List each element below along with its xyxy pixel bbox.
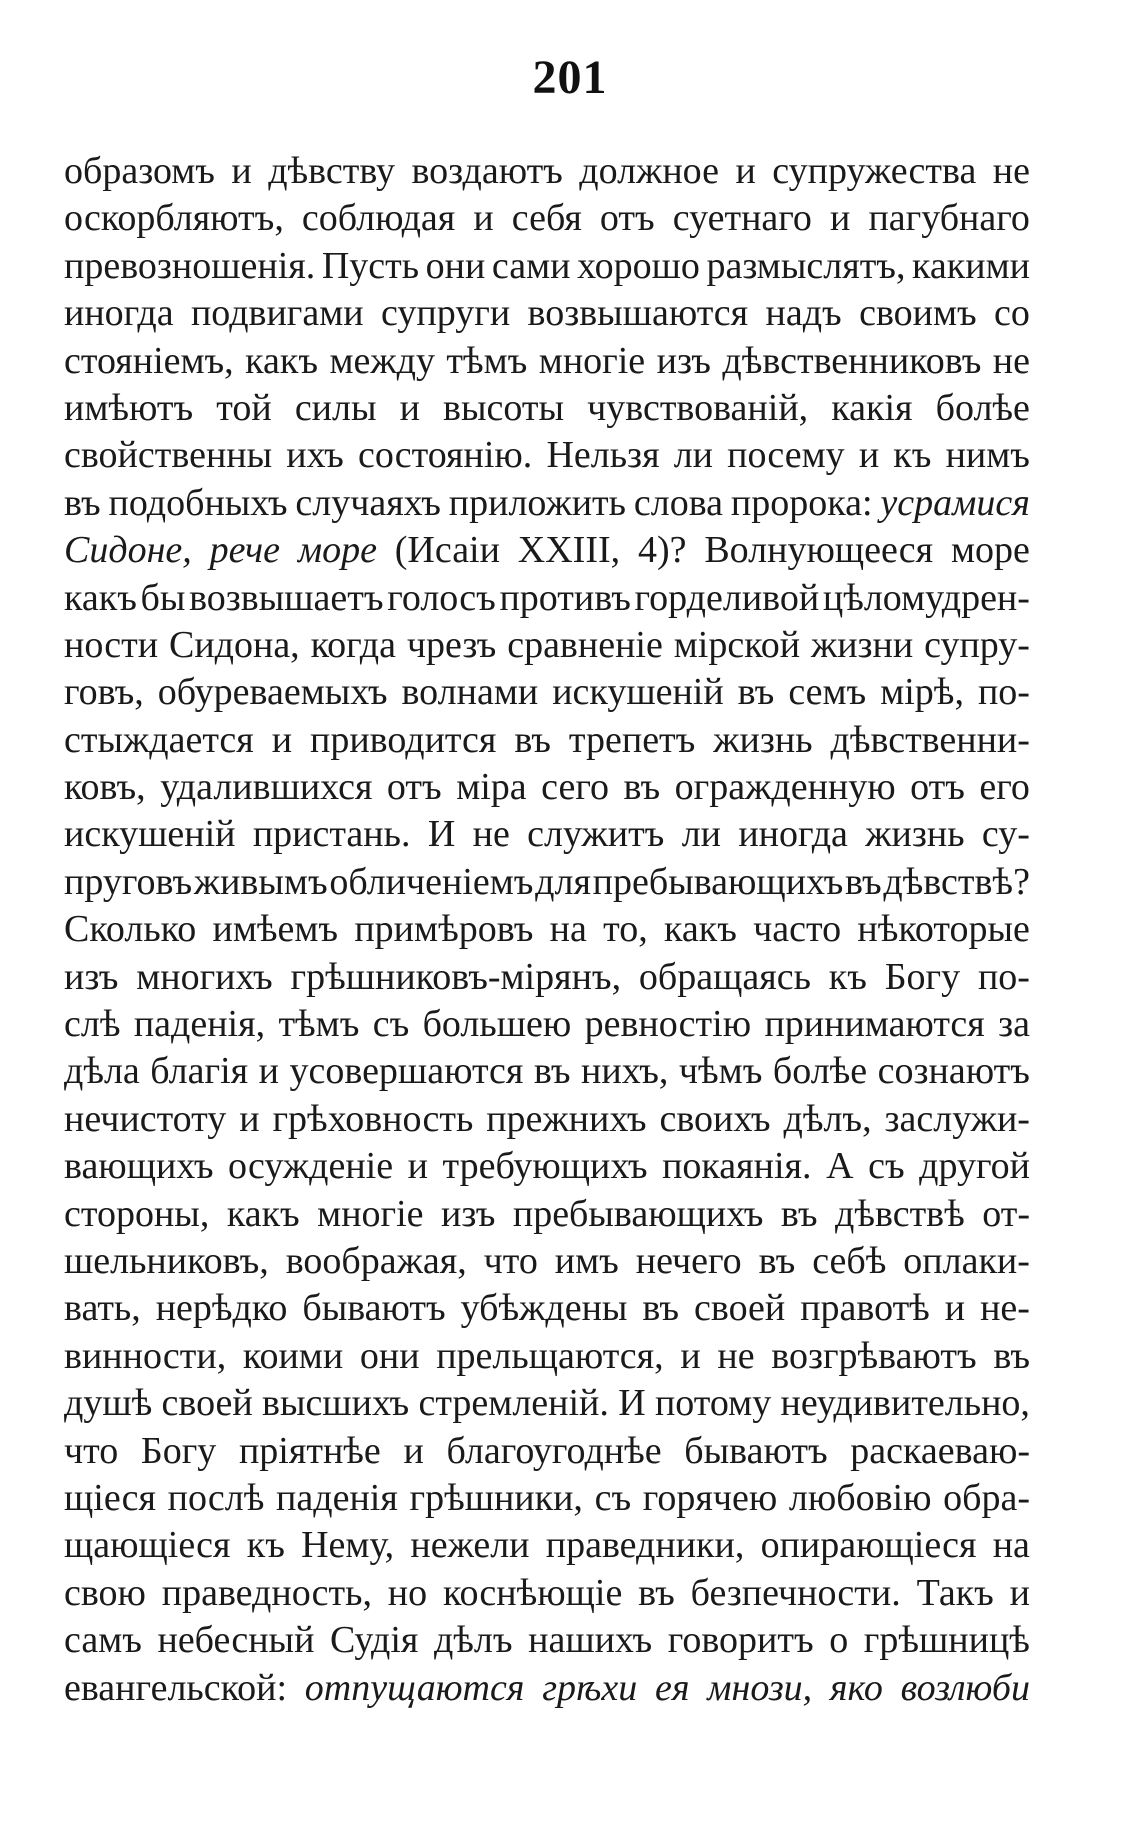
word: для	[535, 860, 591, 903]
word: и	[735, 150, 756, 192]
word: Такъ	[916, 1571, 994, 1614]
word: надъ	[765, 292, 842, 335]
word: грѣшники,	[409, 1476, 583, 1519]
word: самъ	[64, 1619, 142, 1662]
word: опирающіеся	[760, 1524, 977, 1567]
word: Нельзя	[546, 434, 660, 477]
italic-word: мнози,	[707, 1666, 813, 1709]
word: любовію	[788, 1476, 932, 1519]
word: другой	[919, 1145, 1030, 1188]
word: то,	[603, 908, 648, 951]
word: въ	[533, 1050, 571, 1093]
word: какъ	[64, 576, 137, 619]
word: грѣшницѣ	[863, 1619, 1030, 1662]
word: праведники,	[545, 1524, 745, 1567]
word: не	[992, 150, 1030, 192]
word: заслужи-	[884, 1097, 1030, 1140]
word: супружества	[772, 150, 977, 192]
word: мірѣ,	[880, 671, 964, 714]
word: нашихъ	[528, 1619, 653, 1662]
word: сознаютъ	[877, 1050, 1030, 1093]
word: и	[944, 1287, 966, 1330]
word: нѣкоторые	[857, 908, 1030, 951]
text-line	[64, 1238, 1030, 1285]
body-text	[64, 148, 1030, 1712]
word: искушеній	[552, 671, 724, 714]
word: евангельской:	[64, 1666, 288, 1709]
word: дѣлъ	[433, 1619, 513, 1662]
word: суетнаго	[672, 197, 812, 240]
word: дѣвству	[268, 150, 396, 192]
word: оплаки-	[903, 1239, 1030, 1282]
word: не	[992, 339, 1030, 382]
word: ихъ	[286, 434, 344, 477]
word: Сидона,	[168, 623, 300, 666]
word: высшихъ	[262, 1382, 410, 1425]
word: нимъ	[945, 434, 1030, 477]
word: и	[258, 1050, 279, 1093]
word: приложить	[448, 481, 626, 524]
word: какія	[831, 386, 913, 429]
word: дѣла	[64, 1050, 140, 1093]
word: паденія	[276, 1476, 398, 1519]
word: и	[858, 434, 880, 477]
word: коими	[242, 1334, 344, 1377]
word: отъ	[386, 766, 442, 809]
word: нежели	[410, 1524, 530, 1567]
word: многихъ	[136, 955, 273, 998]
text-line	[64, 669, 1030, 716]
word: съ	[594, 1476, 632, 1519]
text-line	[64, 1001, 1030, 1048]
word: изъ	[64, 955, 119, 998]
word: и	[473, 197, 494, 240]
word: убѣждены	[460, 1287, 628, 1330]
word: не	[717, 1334, 755, 1377]
word: Богу	[140, 1429, 217, 1472]
italic-word: рече	[209, 529, 280, 572]
text-line	[64, 1665, 1030, 1712]
word: нерѣдко	[155, 1287, 288, 1330]
text-line	[64, 1096, 1030, 1143]
word: мірской	[673, 623, 801, 666]
word: прельщаются,	[436, 1334, 664, 1377]
word: нечистоту	[64, 1097, 227, 1140]
word: по-	[977, 955, 1030, 998]
word: обращаясь	[638, 955, 811, 998]
word: дѣлъ,	[783, 1097, 872, 1140]
word: грѣшниковъ-мірянъ,	[290, 955, 622, 998]
italic-word: грѣхи	[542, 1666, 638, 1709]
word: чувствованій,	[587, 386, 809, 429]
word: требующихъ	[442, 1145, 648, 1188]
word: обличеніемъ	[329, 860, 534, 903]
word: размыслятъ,	[706, 244, 906, 287]
word: имъ	[554, 1239, 619, 1282]
word: щающіеся	[64, 1524, 231, 1567]
text-line	[64, 764, 1030, 811]
word: от-	[982, 1192, 1030, 1235]
word: чѣмъ	[678, 1050, 763, 1093]
italic-word: ея	[654, 1666, 690, 1709]
text-line	[64, 859, 1030, 906]
word: огражденную	[674, 766, 896, 809]
word: нихъ,	[581, 1050, 669, 1093]
word: той	[216, 386, 272, 429]
word: шельниковъ,	[64, 1239, 269, 1282]
text-line	[64, 1048, 1030, 1095]
word: міра	[456, 766, 527, 809]
text-line	[64, 1380, 1030, 1427]
word: неудивительно,	[780, 1382, 1030, 1425]
text-line	[64, 432, 1030, 479]
word: (Исаіи	[394, 529, 500, 572]
word: Пусть	[321, 244, 420, 287]
word: бываютъ	[684, 1429, 828, 1472]
word: И	[427, 813, 456, 856]
word: высоты	[443, 386, 565, 429]
word: воздаютъ	[411, 150, 563, 192]
word: но	[387, 1571, 428, 1614]
word: какъ	[245, 339, 318, 382]
word: когда	[310, 623, 396, 666]
word: небесный	[157, 1619, 315, 1662]
word: стремленій.	[418, 1382, 609, 1425]
word: не	[472, 813, 510, 856]
word: изъ	[441, 1192, 496, 1235]
word: и	[1009, 1571, 1030, 1614]
word: въ	[780, 1192, 818, 1235]
text-line	[64, 243, 1030, 290]
word: пребывающихъ	[512, 1192, 764, 1235]
word: Нему,	[301, 1524, 395, 1567]
word: къ	[828, 955, 867, 998]
word: бываютъ	[302, 1287, 446, 1330]
word: говоритъ	[667, 1619, 814, 1662]
word: вать,	[64, 1287, 141, 1330]
text-line	[64, 480, 1030, 527]
word: что	[483, 1239, 538, 1282]
word: случаяхъ	[295, 481, 441, 524]
word: часто	[753, 908, 842, 951]
word: Сколько	[64, 908, 197, 951]
word: большею	[422, 1003, 572, 1046]
word: покаянія.	[662, 1145, 812, 1188]
word: волнами	[401, 671, 539, 714]
word: ности	[64, 623, 159, 666]
text-line	[64, 1191, 1030, 1238]
text-line	[64, 527, 1030, 574]
word: соблюдая	[301, 197, 456, 240]
word: Судія	[329, 1619, 419, 1662]
word: примѣровъ	[354, 908, 534, 951]
text-line	[64, 575, 1030, 622]
text-line	[64, 1285, 1030, 1332]
text-line	[64, 148, 1030, 195]
word: себя	[511, 197, 582, 240]
word: какими	[912, 244, 1030, 287]
word: благоугоднѣе	[446, 1429, 662, 1472]
word: возвышаетъ	[189, 576, 384, 619]
word: и	[271, 718, 293, 761]
word: жизни	[810, 623, 914, 666]
word: свою	[64, 1571, 146, 1614]
word: къ	[246, 1524, 285, 1567]
word: своей	[694, 1287, 786, 1330]
word: усовершаются	[289, 1050, 524, 1093]
word: дѣвственниковъ	[722, 339, 982, 382]
word: въ	[737, 671, 775, 714]
word: служитъ	[527, 813, 665, 856]
word: горделивой	[634, 576, 820, 619]
word: стороны,	[64, 1192, 210, 1235]
text-line	[64, 1570, 1030, 1617]
text-line	[64, 338, 1030, 385]
word: не-	[980, 1287, 1030, 1330]
word: потому	[654, 1382, 772, 1425]
word: и	[403, 1429, 424, 1472]
word: море	[950, 529, 1030, 572]
word: А	[826, 1145, 854, 1188]
word: имѣютъ	[64, 386, 194, 429]
word: между	[329, 339, 435, 382]
text-line	[64, 290, 1030, 337]
word: ли	[681, 813, 721, 856]
word: осужденіе	[228, 1145, 394, 1188]
word: пруговъ	[64, 860, 193, 903]
italic-word: море	[297, 529, 377, 572]
word: къ	[893, 434, 932, 477]
word: пророка:	[730, 481, 873, 524]
word: многіе	[538, 339, 646, 382]
word: на	[992, 1524, 1030, 1567]
word: воображая,	[285, 1239, 467, 1282]
word: винности,	[64, 1334, 227, 1377]
italic-word: усрамися	[880, 481, 1030, 524]
word: подвигами	[190, 292, 364, 335]
word: иногда	[738, 813, 848, 856]
word: и	[231, 150, 252, 192]
italic-word: отпущаются	[304, 1666, 525, 1709]
word: бы	[140, 576, 186, 619]
word: Волнующееся	[704, 529, 934, 572]
word: жизнь	[713, 718, 813, 761]
word: иногда	[64, 292, 174, 335]
word: сего	[541, 766, 610, 809]
word: принимаются	[764, 1003, 985, 1046]
word: семъ	[788, 671, 867, 714]
italic-word: возлюби	[900, 1666, 1030, 1709]
page-number: 201	[532, 51, 608, 104]
word: супру-	[924, 623, 1030, 666]
word: сами	[491, 244, 571, 287]
text-line	[64, 385, 1030, 432]
word: су-	[981, 813, 1030, 856]
word: они	[359, 1334, 420, 1377]
word: пагубнаго	[868, 197, 1030, 240]
word: какъ	[664, 908, 737, 951]
word: въ	[64, 481, 101, 524]
text-line	[64, 1143, 1030, 1190]
word: себѣ	[812, 1239, 887, 1282]
word: въ	[993, 1334, 1030, 1377]
word: ревностію	[584, 1003, 752, 1046]
word: состоянію.	[357, 434, 533, 477]
word: его	[979, 766, 1030, 809]
word: и	[407, 1145, 428, 1188]
word: должное	[579, 150, 720, 192]
word: хорошо	[577, 244, 700, 287]
word: въ	[642, 1287, 680, 1330]
word: по-	[977, 671, 1030, 714]
word: жизнь	[865, 813, 965, 856]
word: болѣе	[935, 386, 1030, 429]
word: и	[239, 1097, 260, 1140]
word: раскаеваю-	[850, 1429, 1030, 1472]
word: безпечности.	[690, 1571, 901, 1614]
text-line	[64, 717, 1030, 764]
word: изъ	[656, 339, 711, 382]
word: посему	[727, 434, 845, 477]
text-line	[64, 1333, 1030, 1380]
word: пристань.	[252, 813, 411, 856]
word: образомъ	[64, 150, 215, 192]
word: возвышаются	[527, 292, 749, 335]
word: и	[399, 386, 420, 429]
word: тѣмъ	[446, 339, 528, 382]
word: съ	[372, 1003, 410, 1046]
word: свойственны	[64, 434, 273, 477]
word: въ	[514, 718, 551, 761]
word: душѣ	[64, 1382, 153, 1425]
word: превозношенія.	[64, 244, 316, 287]
word: стыждается	[64, 718, 254, 761]
word: вающихъ	[64, 1145, 214, 1188]
word: многіе	[317, 1192, 424, 1235]
word: искушеній	[64, 813, 236, 856]
word: за	[998, 1003, 1030, 1046]
word: пребывающихъ	[592, 860, 844, 903]
word: въ	[638, 1571, 675, 1614]
word: на	[549, 908, 587, 951]
word: правотѣ	[800, 1287, 930, 1330]
word: 4)?	[637, 529, 687, 572]
word: прежнихъ	[486, 1097, 647, 1140]
text-line	[64, 1522, 1030, 1569]
word: съ	[868, 1145, 905, 1188]
word: сравненіе	[507, 623, 663, 666]
word: нечего	[635, 1239, 742, 1282]
word: приводится	[310, 718, 497, 761]
word: своихъ	[659, 1097, 771, 1140]
word: подобныхъ	[108, 481, 288, 524]
word: слѣ	[64, 1003, 121, 1046]
word: ковъ,	[64, 766, 146, 809]
word: удалившихся	[160, 766, 373, 809]
text-line	[64, 811, 1030, 858]
word: отъ	[910, 766, 965, 809]
word: пріятнѣе	[238, 1429, 381, 1472]
word: дѣвствѣ	[835, 1192, 965, 1235]
word: обуреваемыхъ	[157, 671, 388, 714]
word: и	[680, 1334, 701, 1377]
word: праведность,	[161, 1571, 372, 1614]
word: они	[425, 244, 486, 287]
word: Богу	[884, 955, 961, 998]
italic-word: яко	[829, 1666, 883, 1709]
text-line	[64, 195, 1030, 242]
word: XXIII,	[517, 529, 621, 572]
word: паденія,	[133, 1003, 266, 1046]
word: въ	[758, 1239, 796, 1282]
text-line	[64, 906, 1030, 953]
word: о	[829, 1619, 849, 1662]
word: И	[618, 1382, 646, 1425]
word: какъ	[226, 1192, 300, 1235]
text-line	[64, 1475, 1030, 1522]
word: дѣвствѣ?	[883, 860, 1030, 903]
word: со	[994, 292, 1030, 335]
text-line	[64, 1428, 1030, 1475]
italic-word: Сидоне,	[64, 529, 192, 572]
word: чрезъ	[406, 623, 497, 666]
word: имѣемъ	[212, 908, 339, 951]
word: противъ	[499, 576, 631, 619]
word: силы	[294, 386, 377, 429]
word: возгрѣваютъ	[771, 1334, 977, 1377]
text-line	[64, 622, 1030, 669]
text-line	[64, 1617, 1030, 1664]
word: благія	[150, 1050, 249, 1093]
word: трепетъ	[568, 718, 696, 761]
word: горячею	[642, 1476, 778, 1519]
word: щіеся	[64, 1476, 156, 1519]
word: и	[830, 197, 851, 240]
word: говъ,	[64, 671, 144, 714]
word: дѣвственни-	[830, 718, 1030, 761]
word: грѣховность	[272, 1097, 474, 1140]
word: ли	[673, 434, 713, 477]
word: коснѣющіе	[442, 1571, 623, 1614]
word: болѣе	[772, 1050, 868, 1093]
text-line	[64, 954, 1030, 1001]
word: оскорбляютъ,	[64, 197, 284, 240]
word: тѣмъ	[278, 1003, 360, 1046]
word: въ	[623, 766, 661, 809]
word: голосъ	[387, 576, 496, 619]
word: слова	[633, 481, 723, 524]
word: отъ	[599, 197, 655, 240]
word: живымъ	[193, 860, 328, 903]
word: своей	[161, 1382, 253, 1425]
word: стояніемъ,	[64, 339, 234, 382]
word: обра-	[943, 1476, 1030, 1519]
word: въ	[844, 860, 882, 903]
word: цѣломудрен-	[822, 576, 1030, 619]
word: своимъ	[859, 292, 977, 335]
word: что	[64, 1429, 119, 1472]
word: супруги	[381, 292, 511, 335]
word: послѣ	[167, 1476, 265, 1519]
